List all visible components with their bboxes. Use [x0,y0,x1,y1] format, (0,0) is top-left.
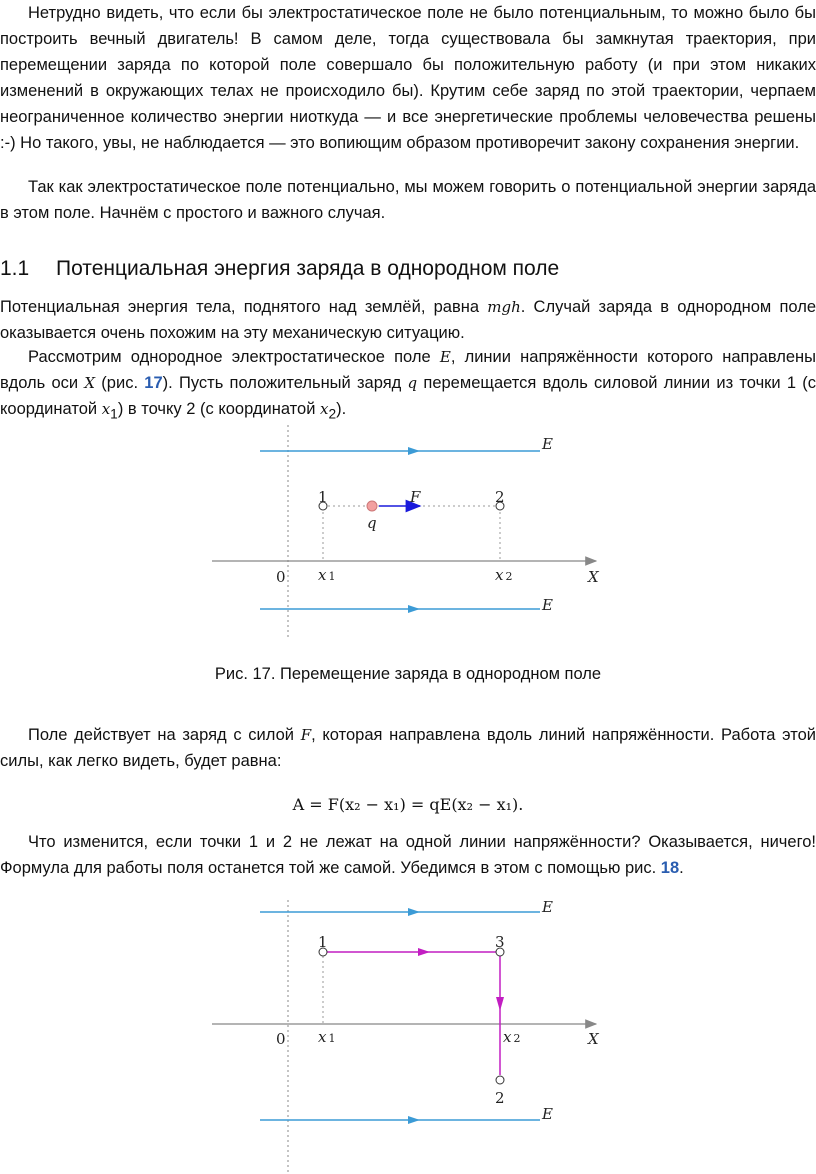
point-2-marker [496,1076,504,1084]
point-1-label: 1 [318,933,328,951]
point-1-label: 1 [318,488,328,506]
origin-label: 0 [276,1030,286,1048]
paragraph-force-work: Поле действует на заряд с силой F, которая направлена вдоль линий напряжённости. Работа этой силы, как легко видеть, будет равна: [0,726,816,770]
x1-label: x 1 [318,1028,336,1046]
paragraph-uniform-field-setup: Рассмотрим однородное электростатическое поле E, линии напряжённости которого направлены вдоль оси X (рис. 17). Пусть положительный заряд q перемещается вдоль силовой линии из точки 1 (с координатой $x_1$) в точку 2 (с координатой $x_2$). [0,348,816,422]
path-3-to-2-arrow [496,997,504,1011]
section-number: 1.1 [0,257,30,280]
field-label-bottom: E [542,1105,553,1123]
section-heading [0,257,559,281]
x2-label: x 2 [503,1028,521,1046]
point-2-label: 2 [495,488,505,506]
field-label-top: E [542,898,553,916]
figure-18-link[interactable]: 18 [660,859,680,877]
origin-label: 0 [276,568,286,586]
point-2-label: 2 [495,1089,505,1107]
figure-17-diagram [0,420,816,640]
field-label-top: E [542,435,553,453]
x1-label: x 1 [318,566,336,584]
field-arrow-top [408,908,420,916]
force-label: F [410,488,421,506]
charge-q [367,501,377,511]
field-arrow-bottom [408,605,420,613]
field-arrow-top [408,447,420,455]
x2-label: x 2 [495,566,513,584]
x-axis-label: X [588,568,599,586]
charge-label: q [367,514,377,532]
path-1-to-3-arrow [418,948,430,956]
section-title: Потенциальная энергия заряда в однородном поле [56,257,560,280]
figure-17-caption: Рис. 17. Перемещение заряда в однородном поле [214,665,602,683]
field-arrow-bottom [408,1116,420,1124]
figure-17-link[interactable]: 17 [144,374,163,392]
x-axis-label: X [588,1030,599,1048]
figure-18-diagram [0,895,816,1174]
paragraph-non-collinear: Что изменится, если точки 1 и 2 не лежат на одной линии напряжённости? Оказывается, ничего! Формула для работы поля останется той же самой. Убедимся в этом с помощью рис. 18. [0,833,816,877]
point-3-label: 3 [495,933,505,951]
paragraph-potential-energy-intro: Так как электростатическое поле потенциально, мы можем говорить о потенциальной энергии заряда в этом поле. Начнём с простого и важного случая. [0,178,816,222]
work-formula: A = F(x₂ − x₁) = qE(x₂ − x₁). [292,795,524,814]
paragraph-mgh-analogy: Потенциальная энергия тела, поднятого над землёй, равна mgh. Случай заряда в однородном поле оказывается очень похожим на эту механическую ситуацию. [0,298,816,342]
field-label-bottom: E [542,596,553,614]
paragraph-perpetual-motion: Нетрудно видеть, что если бы электростатическое поле не было потенциальным, то можно было бы построить вечный двигатель! В самом деле, тогда существовала бы замкнутая траектория, при перемещении заряда по которой поле совершало бы положительную работу (и при этом никаких изменений в окружающих телах не происходило бы). Крутим себе заряд по этой траектории, черпаем неограниченное количество энергии ниоткуда — и все энергетические проблемы человечества решены :-) Но такого, увы, не наблюдается — это вопиющим образом противоречит закону сохранения энергии. [0,4,816,152]
